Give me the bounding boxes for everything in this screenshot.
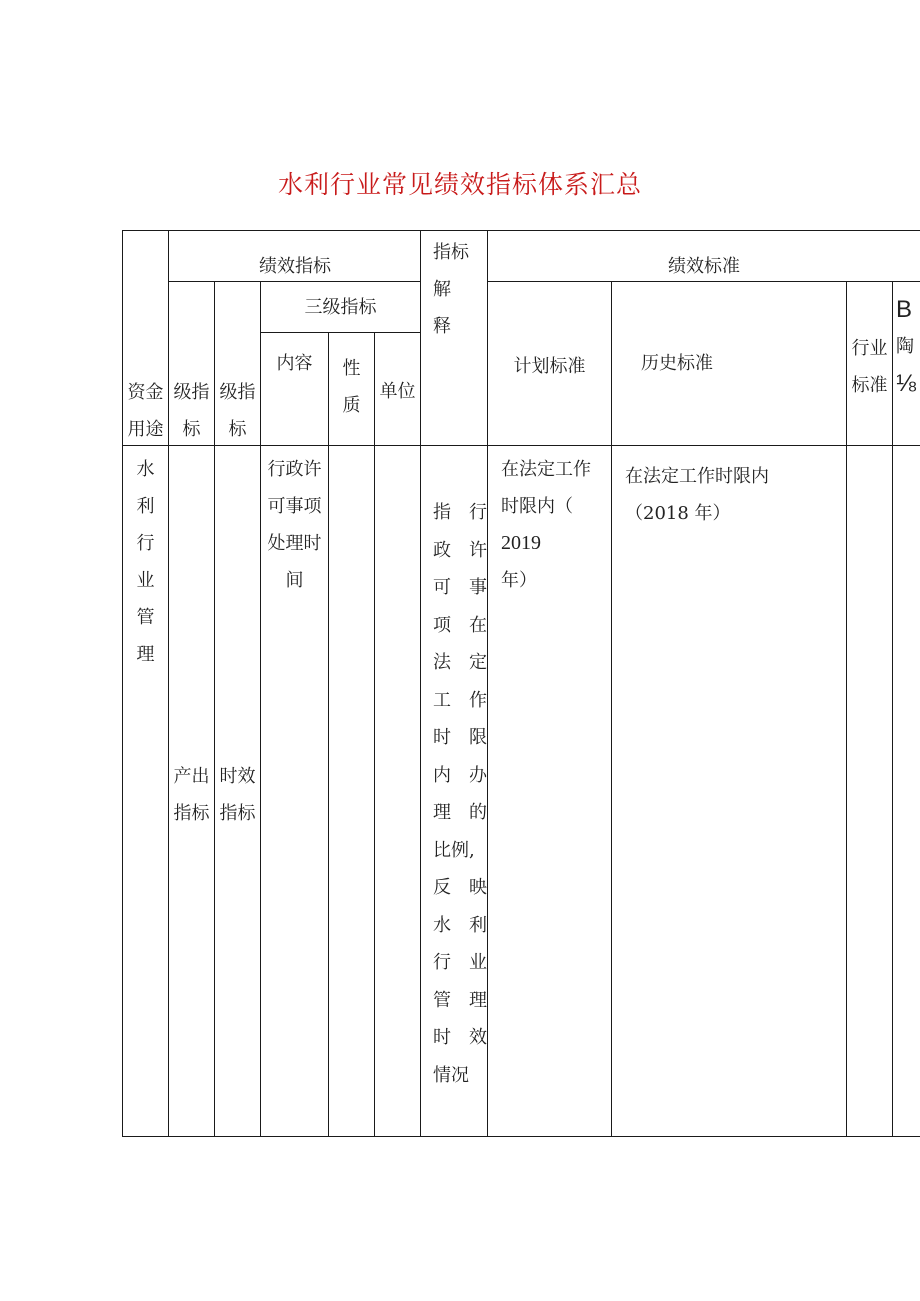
cell-level2: 时效 指标 <box>219 766 256 824</box>
rule <box>892 281 893 1137</box>
rule <box>260 332 420 333</box>
header-unit: 单位 <box>379 381 416 402</box>
header-history-standard: 历史标准 <box>641 353 713 374</box>
rule <box>328 332 329 1137</box>
rule <box>260 281 261 1137</box>
cell-plan-standard: 在法定工作 时限内（ 2019 年） <box>501 459 591 591</box>
header-nature: 性 质 <box>342 358 361 416</box>
header-indicator-explanation: 指标 解 释 <box>433 242 469 337</box>
cell-level1: 产出 指标 <box>173 766 210 824</box>
cell-explanation: 指 行 政 许 可 事 项 在 法 定 工 作 时 限 内 办 理 的 比例, 反 映 水 利 行 业 管 理 时 效 情况 <box>433 502 487 1086</box>
header-extra-col: B 陶 ⅛ <box>896 296 917 397</box>
header-level2: 级指 标 <box>219 382 256 440</box>
rule <box>611 281 612 1137</box>
header-level3: 三级指标 <box>304 297 377 318</box>
header-performance-standard: 绩效标准 <box>668 256 740 277</box>
cell-content: 行政许 可事项 处理时 间 <box>267 459 322 591</box>
table-border-top <box>122 230 920 231</box>
rule <box>168 230 169 1137</box>
header-fund-use: 资金 用途 <box>127 382 164 440</box>
header-plan-standard: 计划标准 <box>513 356 586 377</box>
rule <box>374 332 375 1137</box>
cell-history-standard: 在法定工作时限内 （2018 年） <box>625 466 769 524</box>
document-title: 水利行业常见绩效指标体系汇总 <box>277 170 642 199</box>
header-performance-indicators: 绩效指标 <box>259 256 331 277</box>
rule <box>122 230 123 1137</box>
table-border-bottom <box>122 1136 920 1137</box>
rule <box>846 281 847 1137</box>
cell-fund-use: 水 利 行 业 管 理 <box>136 459 155 665</box>
header-content: 内容 <box>276 353 313 374</box>
header-level1: 级指 标 <box>173 382 210 440</box>
rule <box>420 230 421 1137</box>
header-industry-standard: 行业 标准 <box>851 338 888 396</box>
